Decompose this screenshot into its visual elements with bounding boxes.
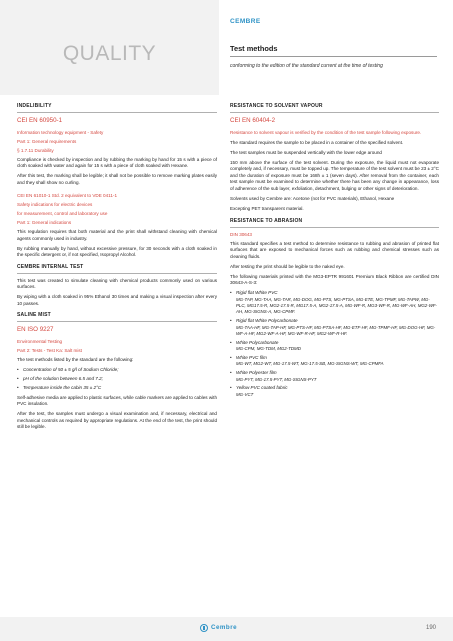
paragraph: Self-adhesive media are applied to plastic surfaces, while cable markers are applied to cables with PVC insulation. (17, 394, 217, 407)
footer-logo (200, 624, 237, 633)
paragraph: The test methods listed by the standard are the following: (17, 357, 134, 363)
standard-line: Environmental Testing (17, 339, 63, 345)
paragraph: After testing the print should be legible to the naked eye. (230, 263, 345, 269)
standard-line: Part 2: Tests - Test Ka: Salt mist (17, 348, 82, 354)
list-item (230, 290, 439, 315)
list-item (230, 355, 439, 368)
paragraph: This regulation requires that both material and the print shall withstand cleaning with chemical agents commonly used in industry. (17, 229, 217, 241)
material-codes: MG-TAP, MG-TAA, MG-TAR, MG-DOG, MG-PTS, MG-PTSA, MG-ETE, MG-TPMF, MG-TAPW, MG-PLC, MG17.5-R, MG2-17.5-R, MG17.5-A, MG2-17.5-A, MG-WF-R, MG3-WF-R, MG-WF-AH, MG2-WF-AH, MG-SIGNS-A, MG-CPMF. (236, 296, 438, 315)
materials-list (230, 290, 439, 398)
test-conditions-list (17, 367, 217, 392)
material-codes: MG-TAA-HF, MG-TAP-HF, MG-PTS-HF, MG-PTSA-HF, MG-ETF-HF, MG-TPMF-HF, MG-DOG-HF, MG-WF-A-HF, MG2-WF-A-HF, MG-WF-R-HF, MG2-WF-R-HF. (236, 324, 436, 336)
section-heading: RESISTANCE TO SOLVENT VAPOUR (230, 103, 439, 113)
standard-code: CEI EN 60950-1 (17, 117, 63, 125)
section-solvent-vapour (230, 103, 439, 213)
standard-line: Safety indications for electric devices (17, 202, 93, 208)
title-divider (230, 56, 437, 57)
material-name: White Polycarbonate (236, 339, 279, 345)
paragraph: This standard specifies a test method to determine resistance to rubbing and abrasion of printed flat surfaces that are exposed to mechanical forces such as rubbing and chemical stresses such as cleaning fluids. (230, 240, 439, 259)
section-title: QUALITY (62, 42, 157, 65)
paragraph: Excepting PET transparent material. (230, 206, 304, 212)
list-item: • Temperature inside the cabin 35 ± 2°C (17, 385, 217, 392)
paragraph: Solvents used by Cembre are: Acetone (not for PVC materials), Ethanol, Hexane (230, 196, 395, 202)
paragraph: By wiping with a cloth soaked in 95% Ethanol 30 times and making a visual inspection after every 10 passes. (17, 294, 217, 306)
material-name: White Polyester film (236, 370, 277, 376)
material-name: Rigid flat White PVC (236, 290, 278, 296)
material-name: White PVC film (236, 354, 267, 360)
list-item (230, 318, 439, 337)
material-codes: MG-VCT (236, 391, 254, 397)
standard-line: § 1.7.11 Durability (17, 147, 54, 153)
section-heading: RESISTANCE TO ABRASION (230, 218, 439, 228)
right-column (230, 103, 439, 403)
paragraph: This test was created to simulate cleaning with chemical products commonly used on various surfaces. (17, 277, 217, 290)
standard-line: for measurement, control and laboratory use (17, 211, 108, 217)
paragraph: After this test, the marking shall be legible; it shall not be possible to remove marking plates easily and they shall show no curling. (17, 173, 217, 185)
list-item: • pH of the solution between 6.5 and 7.2; (17, 376, 217, 383)
section-heading: CEMBRE INTERNAL TEST (17, 264, 217, 274)
logo-text: Cembre (211, 624, 238, 631)
section-indelibility (17, 103, 217, 259)
list-item (230, 340, 439, 353)
material-codes: MG-PYT, MG-17.5-PYT, MG-SIGNS-PYT (236, 376, 317, 382)
page-number: 190 (426, 625, 437, 631)
list-item (230, 385, 439, 398)
standard-line: Information technology equipment - Safety (17, 129, 104, 135)
paragraph: The standard requires the sample to be placed in a container of the specified solvent. (230, 139, 404, 145)
section-saline-mist (17, 312, 217, 431)
section-internal-test (17, 264, 217, 308)
left-column (17, 103, 217, 436)
section-abrasion (230, 218, 439, 399)
paragraph: The following materials printed with the MG3-EPTR 991601 Premium Black Ribbon are certified DIN 30643-A-S-3: (230, 273, 439, 286)
material-codes: MG-CPM, MG-TDM, MG2-TDMD (236, 346, 301, 352)
paragraph: Compliance is checked by inspection and by rubbing the marking by hand for 15 s with a piece of cloth soaked with water and again for 15 s with a piece of cloth soaked with Hexane. (17, 156, 217, 169)
section-heading: SALINE MIST (17, 312, 217, 322)
paragraph: Resistance to solvent vapour is verified by the condition of the test sample following exposure. (230, 129, 422, 135)
cembre-logo-icon (200, 624, 208, 632)
paragraph: By rubbing manually by hand, without excessive pressure, for 30 seconds with a cloth soaked in the specific detergent or, if not specified, Isopropyl Alcohol. (17, 245, 217, 258)
material-codes: MG-WT, MG2-WT, MG-17.5-WT, MG-17.5-SB, MG-SIGNS-WT, MG-CPMFA (236, 361, 384, 367)
standard-code: DIN 30643 (230, 231, 252, 237)
paragraph: After the test, the samples must undergo a visual examination and, if necessary, electrical and mechanical controls as required by appropriate regulations. At the end of the test, the print should still be legible. (17, 411, 217, 430)
standard-code: CEI EN 60404-2 (230, 117, 276, 125)
list-item (230, 370, 439, 383)
standard-line: Part 1: General indications (17, 220, 72, 226)
paragraph: 150 mm above the surface of the test solvent. During the exposure, the liquid must not evaporate completely and, if necessary, must be topped up. The temperature of the test solvent must be 23 ± 2°C and the duration of exposure must be 168h ± 1 (seven days). After removal from the container, each test sample must be examined to determine whether there has been any change in appearance, loss of adherence of the sub layer, exfoliation, detachment, bulging or other signs of deterioration. (230, 159, 439, 191)
brand-tag: CEMBRE (230, 18, 261, 25)
section-heading: INDELIBILITY (17, 103, 217, 113)
page-title: Test methods (230, 44, 278, 53)
standard-code: EN ISO 9227 (17, 326, 54, 334)
standard-line: CEI EN 61010-1 Std. 2 equivalent to VDE 0411-1 (17, 193, 118, 198)
material-name: Yellow PVC coated fabric (236, 385, 288, 391)
standard-line: Part 1: General requirements (17, 138, 77, 144)
list-item: • Concentration of 50 ± 5 g/l of Sodium Chloride; (17, 367, 217, 374)
page-subtitle: conforming to the edition of the standard current at the time of testing (230, 63, 383, 69)
material-name: Rigid flat White Polycarbonate (236, 318, 298, 324)
paragraph: The test samples must be suspended vertically with the lower edge around (230, 149, 382, 155)
